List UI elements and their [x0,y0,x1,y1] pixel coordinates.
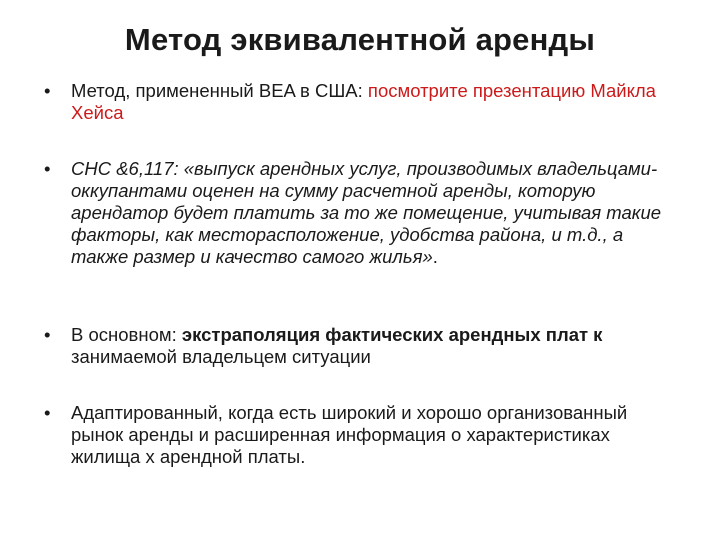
bullet-item [44,80,684,124]
bullet-prefix: Метод, примененный BEA в США: [71,80,368,101]
bullet-marker: • [44,158,51,179]
bullet-suffix: занимаемой владельцем ситуации [71,346,371,367]
bullet-body: Адаптированный, когда есть широкий и хорошо организованный рынок аренды и расширенная информация о характеристиках жилища х арендной платы. [71,402,628,467]
bullet-marker: • [44,324,51,345]
presentation-link[interactable]: посмотрите презентацию Майкла Хейса [71,80,656,123]
bullet-item [44,158,684,268]
bullet-text [71,80,684,124]
bullet-marker: • [44,402,51,423]
bullet-marker: • [44,80,51,101]
emphasis-text: экстраполяция фактических арендных плат к [181,324,603,345]
sna-quote: СНС &6,117: «выпуск арендных услуг, производимых владельцами- оккупантами оценен на сумму расчетной аренды, которую арендатор будет платить за то же помещение, учитывая такие факторы, как месторасположение, удобства района, и т.д., а также размер и качество самого жилья» [71,158,662,267]
quote-period: . [432,246,438,267]
bullet-text [71,158,684,268]
bullet-item [44,324,684,368]
bullet-text [71,324,684,368]
bullet-item [44,402,684,468]
slide-title: Метод эквивалентной аренды [124,22,596,57]
bullet-text [71,402,684,468]
bullet-prefix: В основном: [71,324,182,345]
